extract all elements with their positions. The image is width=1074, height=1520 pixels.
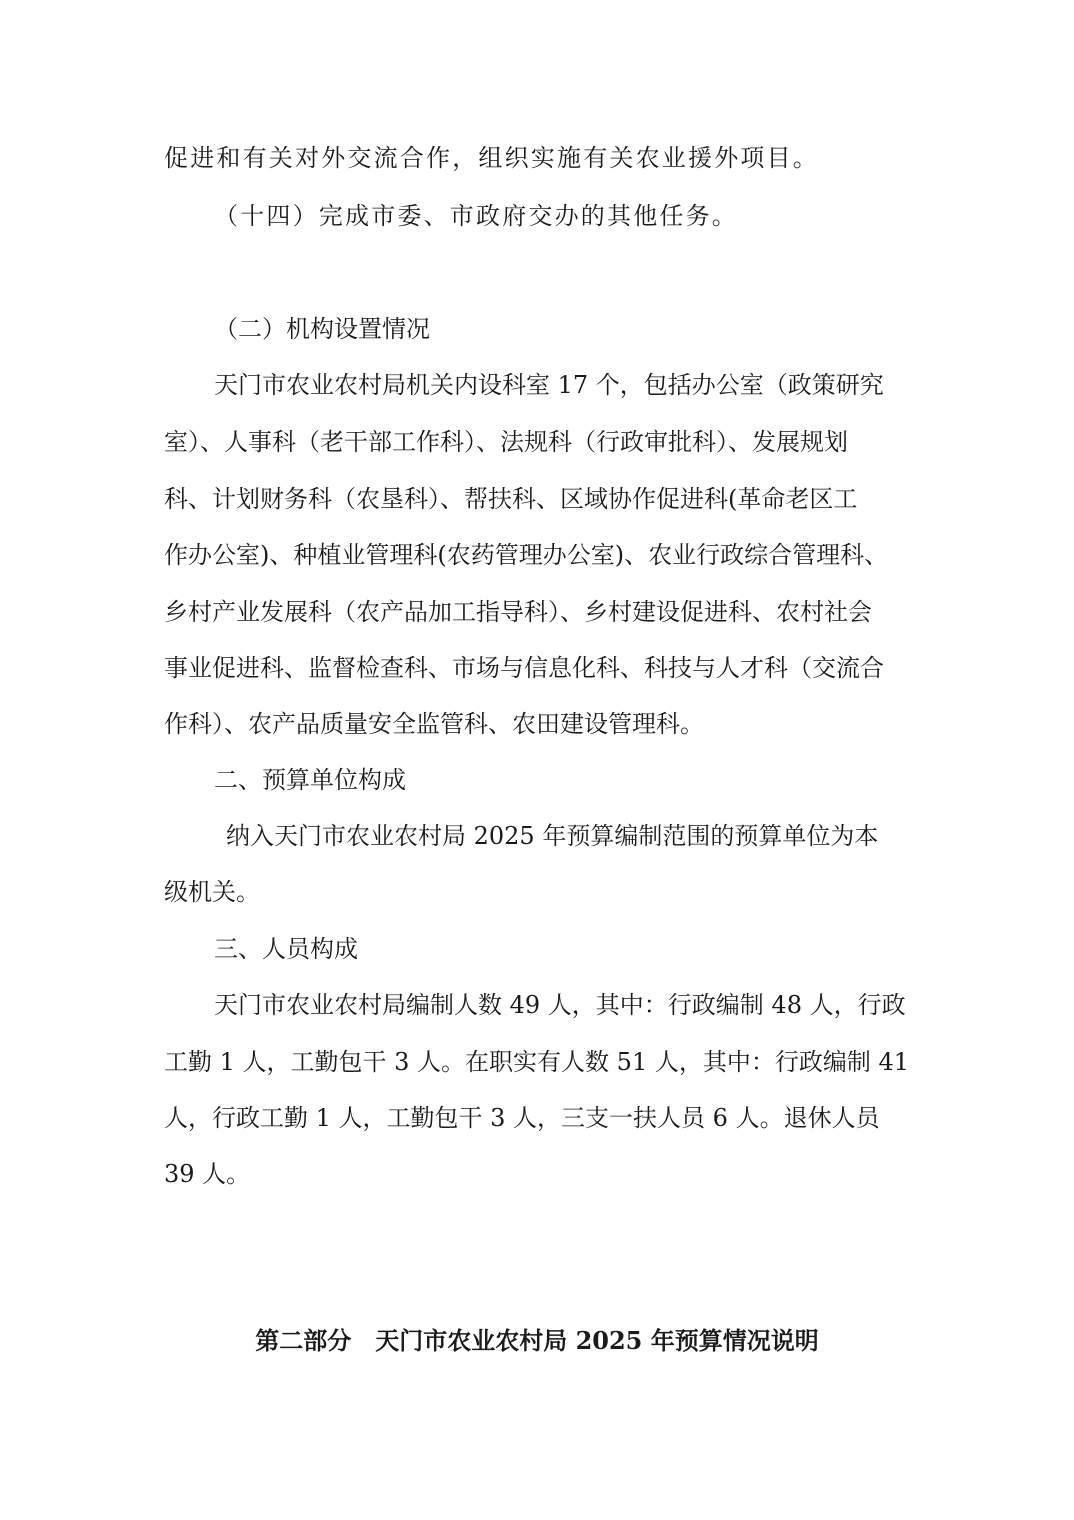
text-line: 39 人。 [164,1160,251,1188]
text-line: 天门市农业农村局编制人数 49 人，其中：行政编制 48 人，行政 [214,991,906,1019]
section-heading: （二）机构设置情况 [214,315,430,343]
section-heading: 二、预算单位构成 [214,766,406,794]
section-heading: 三、人员构成 [214,935,358,963]
text-line: 天门市农业农村局机关内设科室 17 个，包括办公室（政策研究 [214,371,884,399]
text-line: 工勤 1 人，工勤包干 3 人。在职实有人数 51 人，其中：行政编制 41 [164,1048,910,1076]
text-line: 作办公室)、种植业管理科(农药管理办公室)、农业行政综合管理科、 [164,541,889,569]
text-line: 作科）、农产品质量安全监管科、农田建设管理科。 [164,710,704,738]
text-line: （十四）完成市委、市政府交办的其他任务。 [214,202,738,230]
text-line: 促进和有关对外交流合作，组织实施有关农业援外项目。 [164,144,819,172]
text-line: 纳入天门市农业农村局 2025 年预算编制范围的预算单位为本 [226,822,879,850]
text-line: 室）、人事科（老干部工作科）、法规科（行政审批科）、发展规划 [164,428,848,456]
text-line: 科、计划财务科（农垦科）、帮扶科、区域协作促进科(革命老区工 [164,485,858,513]
text-line: 事业促进科、监督检查科、市场与信息化科、科技与人才科（交流合 [164,654,884,682]
text-line: 人，行政工勤 1 人，工勤包干 3 人，三支一扶人员 6 人。退休人员 [164,1104,880,1132]
part-heading: 第二部分 天门市农业农村局 2025 年预算情况说明 [255,1326,819,1355]
text-line: 级机关。 [164,878,260,906]
text-line: 乡村产业发展科（农产品加工指导科）、乡村建设促进科、农村社会 [164,598,872,626]
